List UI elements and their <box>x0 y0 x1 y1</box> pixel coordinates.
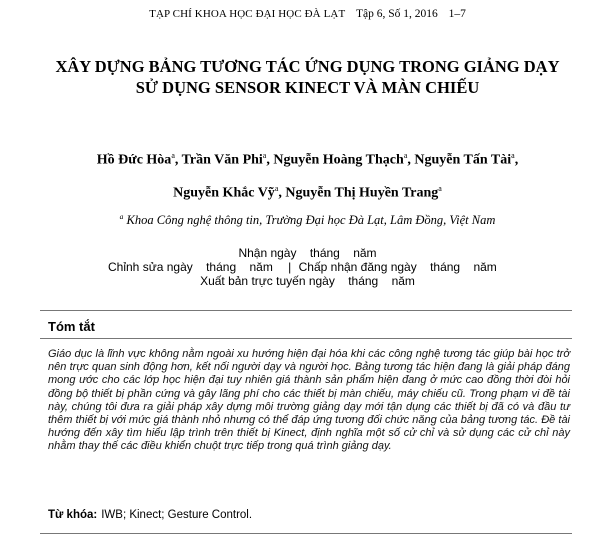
online-month-label: tháng <box>348 274 379 288</box>
author-affiliation-mark: a <box>438 183 442 193</box>
received-label: Nhận ngày <box>238 246 297 260</box>
revised-month-label: tháng <box>206 260 237 274</box>
author-affiliation-mark: a <box>403 151 408 160</box>
received-date <box>0 246 615 260</box>
abstract-text: Giáo dục là lĩnh vực không nằm ngoài xu hướng hiện đại hóa khi các công nghệ tương tác giúp bài học trở nên trực quan sinh động hơn, kết nối người dạy và người học. Bảng tương tác hiện đang là giải pháp đáng mong ước cho các lớp học hiện đại tuy nhiên giá thành sản phẩm hiện đang ở mức cao đồng thời đòi hỏi đồng bộ thiết bị phần cứng và gây lãng phí cho các thiết bị màn chiếu, máy chiếu cũ. Trong phạm vi đề tài này, chúng tôi đưa ra giải pháp xây dựng môi trường giảng dạy mới tận dụng các thiết bị đã có và đầu tư thêm thiết bị với mức giá thành nhỏ nhưng có thể đáp ứng tương đối chức năng của bảng tương tác. Đề tài hướng đến xây tìm hiểu lập trình trên thiết bị Kinect, định nghĩa một số cử chỉ và sử dụng các cử chỉ này nhằm thay thế các điều khiển chuột trực tiếp trong quá trình giảng dạy. <box>48 348 570 453</box>
author-name: Nguyễn Hoàng Thạch <box>273 152 404 168</box>
author-name: Nguyễn Tấn Tài <box>414 152 512 168</box>
abstract-box <box>40 310 572 534</box>
title-line-1: XÂY DỰNG BẢNG TƯƠNG TÁC ỨNG DỤNG TRONG GIẢNG DẠY <box>55 57 560 76</box>
accepted-month-label: tháng <box>430 260 461 274</box>
keywords-value: IWB; Kinect; Gesture Control. <box>101 509 253 521</box>
keywords-label: Từ khóa: <box>48 509 98 521</box>
author-affiliation-mark: a <box>262 151 267 160</box>
paper-title <box>0 56 615 98</box>
author-name: Nguyễn Khắc Vỹ <box>173 185 275 201</box>
affiliation-text: Khoa Công nghệ thông tin, Trường Đại học Đà Lạt, Lâm Đồng, Việt Nam <box>126 213 496 228</box>
author-line-1: Hồ Đức Hòa$^a$, Trần Văn Phi$^a$, Nguyễn Hoàng Thạch$^a$, Nguyễn Tấn Tài$^a$, <box>96 151 519 168</box>
journal-volume: Tập 6, Số 1, 2016 <box>355 8 438 20</box>
author-affiliation-mark: a <box>274 183 279 193</box>
author-list <box>0 142 615 207</box>
online-label: Xuất bản trực tuyến ngày <box>200 274 335 288</box>
author-name: Trần Văn Phi <box>181 152 263 168</box>
affiliation <box>0 212 615 228</box>
keywords <box>48 509 252 521</box>
author-name: Hồ Đức Hòa <box>96 152 172 168</box>
accepted-label: Chấp nhận đăng ngày <box>298 260 417 274</box>
abstract-divider <box>40 338 572 339</box>
online-year-label: năm <box>391 274 415 288</box>
received-year-label: năm <box>353 246 377 260</box>
revised-label: Chỉnh sửa ngày <box>108 260 193 274</box>
revised-year-label: năm <box>249 260 273 274</box>
affiliation-mark: a <box>119 212 124 221</box>
revised-accepted-dates <box>0 260 615 274</box>
accepted-year-label: năm <box>473 260 497 274</box>
journal-name: TẠP CHÍ KHOA HỌC ĐẠI HỌC ĐÀ LẠT <box>149 8 346 20</box>
author-line-2: Nguyễn Khắc Vỹ$^a$, Nguyễn Thị Huyền Trang$^a$ <box>173 183 442 201</box>
date-separator: | <box>288 260 292 274</box>
received-month-label: tháng <box>309 246 340 260</box>
author-affiliation-mark: a <box>171 151 175 160</box>
abstract-heading: Tóm tắt <box>48 319 95 334</box>
author-name: Nguyễn Thị Huyền Trang <box>285 185 439 201</box>
author-affiliation-mark: a <box>511 151 515 160</box>
date-block <box>0 246 615 288</box>
journal-header <box>0 8 615 20</box>
journal-pages: 1–7 <box>448 8 466 20</box>
online-date <box>0 274 615 288</box>
title-line-2: SỬ DỤNG SENSOR KINECT VÀ MÀN CHIẾU <box>135 78 480 97</box>
